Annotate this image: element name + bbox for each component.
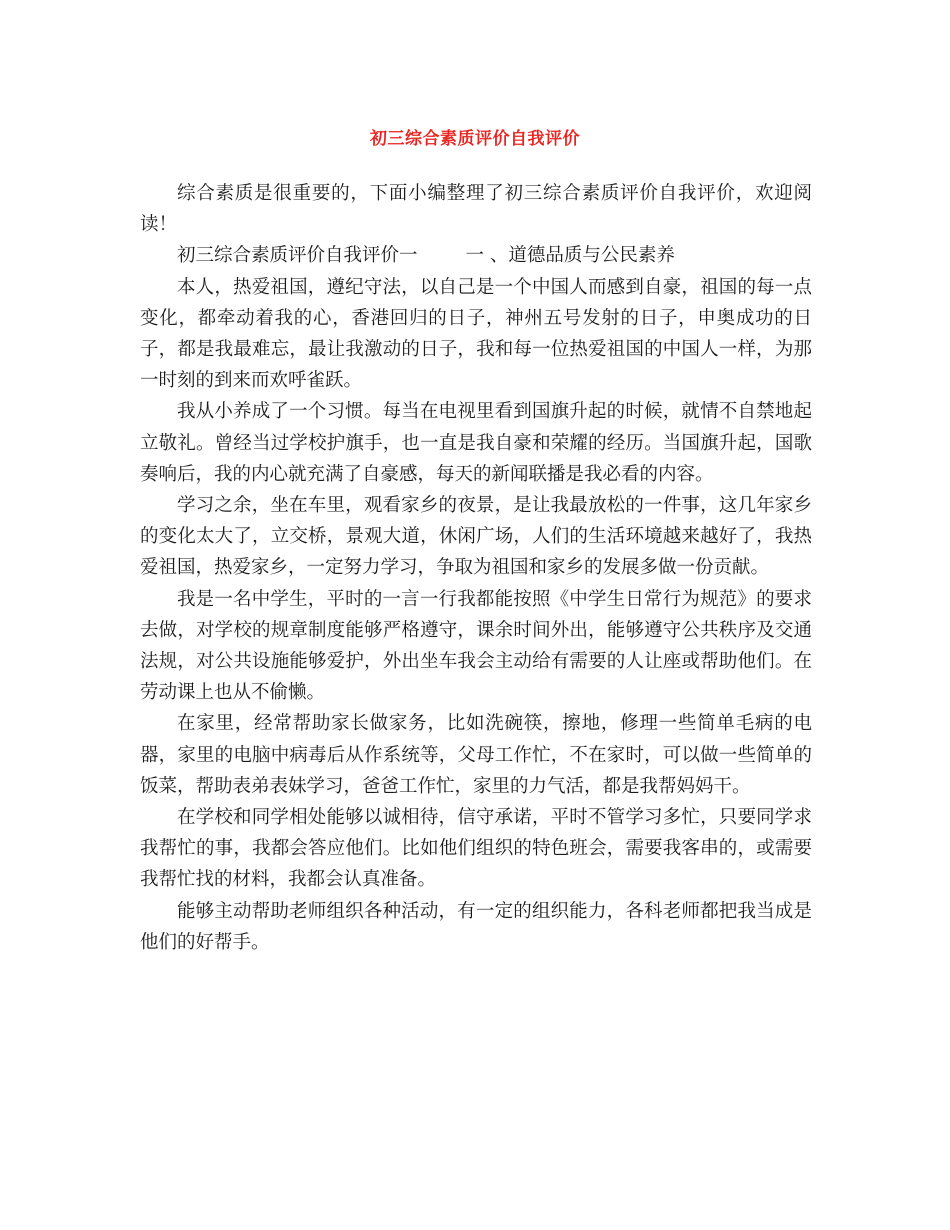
- body-paragraph: 我是一名中学生，平时的一言一行我都能按照《中学生日常行为规范》的要求去做，对学校的规章制度能够严格遵守，课余时间外出，能够遵守公共秩序及交通法规，对公共设施能够爱护，外出坐车我会主动给有需要的人让座或帮助他们。在劳动课上也从不偷懒。: [140, 588, 812, 704]
- body-paragraph: 在学校和同学相处能够以诚相待，信守承诺，平时不管学习多忙，只要同学求我帮忙的事，我都会答应他们。比如他们组织的特色班会，需要我客串的，或需要我帮忙找的材料，我都会认真准备。: [140, 807, 812, 891]
- body-paragraph: 我从小养成了一个习惯。每当在电视里看到国旗升起的时候，就情不自禁地起立敬礼。曾经当过学校护旗手，也一直是我自豪和荣耀的经历。当国旗升起，国歌奏响后，我的内心就充满了自豪感，每天的新闻联播是我必看的内容。: [140, 401, 812, 485]
- intro-paragraph: 综合素质是很重要的，下面小编整理了初三综合素质评价自我评价，欢迎阅读！: [140, 183, 812, 236]
- section-heading: [140, 240, 812, 271]
- section-heading-title: 初三综合素质评价自我评价一: [177, 245, 418, 267]
- body-paragraph: 能够主动帮助老师组织各种活动，有一定的组织能力，各科老师都把我当成是他们的好帮手。: [140, 900, 812, 953]
- section-heading-subtitle: 一 、道德品质与公民素养: [465, 245, 675, 267]
- document-body: [140, 178, 812, 958]
- document-title: 初三综合素质评价自我评价: [370, 129, 580, 149]
- body-paragraph: 本人，热爱祖国，遵纪守法，以自己是一个中国人而感到自豪，祖国的每一点变化，都牵动着我的心，香港回归的日子，神州五号发射的日子，申奥成功的日子，都是我最难忘，最让我激动的日子，我和每一位热爱祖国的中国人一样，为那一时刻的到来而欢呼雀跃。: [140, 276, 812, 392]
- body-paragraph: 学习之余，坐在车里，观看家乡的夜景，是让我最放松的一件事，这几年家乡的变化太大了，立交桥，景观大道，休闲广场，人们的生活环境越来越好了，我热爱祖国，热爱家乡，一定努力学习，争取为祖国和家乡的发展多做一份贡献。: [140, 495, 812, 579]
- body-paragraph: 在家里，经常帮助家长做家务，比如洗碗筷，擦地，修理一些简单毛病的电器，家里的电脑中病毒后从作系统等，父母工作忙，不在家时，可以做一些简单的饭菜，帮助表弟表妹学习，爸爸工作忙，家里的力气活，都是我帮妈妈干。: [140, 713, 812, 797]
